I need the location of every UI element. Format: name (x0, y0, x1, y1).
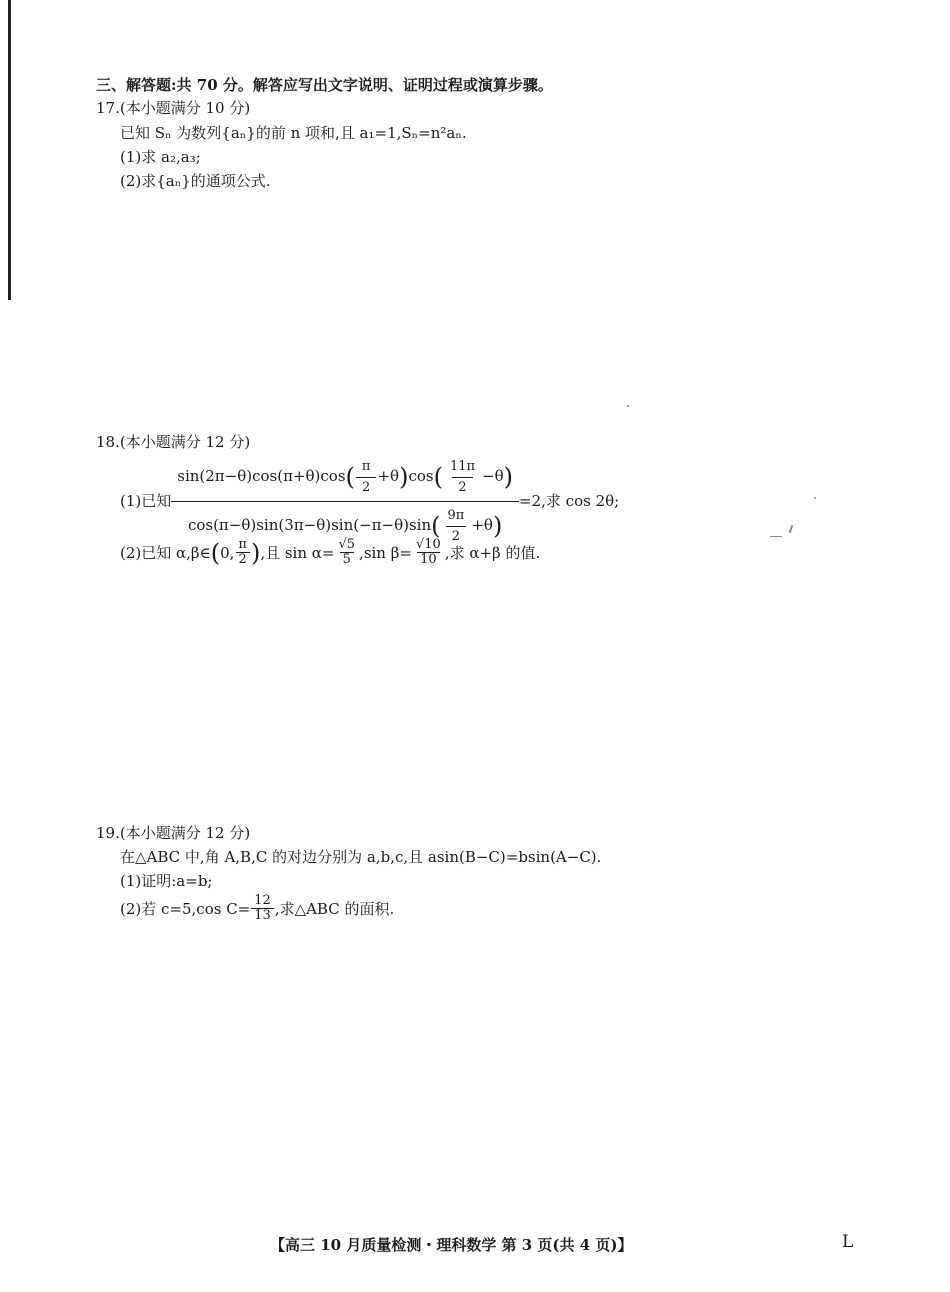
frac-num: 11π (449, 459, 476, 474)
plus-theta: +θ (377, 466, 400, 485)
paren-right: ) (503, 462, 514, 491)
frac-den: 2 (446, 526, 466, 546)
12-over-13 (251, 894, 274, 924)
paren-right: ) (492, 511, 503, 540)
sin-beta-text: ,sin β= (359, 543, 412, 562)
paren-left: ( (431, 511, 441, 540)
page-footer: 【高三 10 月质量检测・理科数学 第 3 页(共 4 页)】 (270, 1236, 633, 1254)
sqrt5-over-5 (335, 538, 358, 568)
frac-num: √10 (415, 537, 441, 552)
q18-part1-fraction (171, 452, 519, 548)
frac-num: 9π (447, 507, 465, 523)
scan-speck (627, 405, 629, 407)
frac-num: π (238, 537, 247, 552)
q19-title: 19.(本小题满分 12 分) (96, 824, 251, 842)
scan-speck (814, 497, 816, 499)
sin-alpha-text: ,且 sin α= (260, 544, 335, 563)
pi-over-2 (235, 538, 250, 568)
frac-den: 2 (236, 552, 250, 567)
q18-part2-prefix: (2)已知 α,β∈ (120, 544, 211, 563)
scan-speck (770, 536, 782, 537)
frac-den: 2 (356, 477, 376, 497)
q19-part2-suffix: ,求△ABC 的面积. (274, 900, 395, 919)
q18-part1-suffix: =2,求 cos 2θ; (519, 491, 620, 510)
q17-title: 17.(本小题满分 10 分) (96, 99, 251, 117)
minus-theta: −θ (482, 466, 504, 485)
q18-part1-numerator (171, 452, 519, 501)
paren-left: ( (345, 462, 355, 491)
paren-right: ) (399, 462, 409, 491)
corner-letter: L (842, 1232, 854, 1252)
q17-part2: (2)求{aₙ}的通项公式. (120, 172, 271, 190)
cos-text: cos (408, 466, 434, 485)
q19-stem: 在△ABC 中,角 A,B,C 的对边分别为 a,b,c,且 asin(B−C)=bsin(A−C). (120, 848, 602, 866)
q19-part2 (120, 894, 394, 924)
frac-den: 13 (251, 908, 274, 923)
q19-part1: (1)证明:a=b; (120, 872, 213, 890)
q18-part2-suffix: ,求 α+β 的值. (444, 544, 541, 563)
q18-part2 (120, 538, 540, 568)
frac-den: 2 (452, 477, 472, 497)
11pi-over-2 (444, 456, 481, 498)
q18-part1 (120, 452, 619, 548)
numerator-text: sin(2π−θ)cos(π+θ)cos (177, 466, 346, 485)
interval-left: 0, (220, 543, 235, 562)
scan-speck (789, 525, 794, 533)
paren-left: ( (433, 462, 443, 491)
frac-num: 12 (254, 893, 271, 908)
frac-den: 5 (340, 552, 354, 567)
q19-part2-prefix: (2)若 c=5,cos C= (120, 900, 251, 919)
frac-den: 10 (417, 552, 440, 567)
q18-part1-prefix: (1)已知 (120, 491, 172, 510)
section-header: 三、解答题:共 70 分。解答应写出文字说明、证明过程或演算步骤。 (96, 76, 553, 94)
denominator-text: cos(π−θ)sin(3π−θ)sin(−π−θ)sin (187, 515, 432, 534)
q17-stem: 已知 Sₙ 为数列{aₙ}的前 n 项和,且 a₁=1,Sₙ=n²aₙ. (120, 124, 467, 142)
sqrt10-over-10 (413, 538, 444, 568)
frac-num: √5 (338, 537, 356, 552)
paren-left: ( (210, 538, 221, 567)
paren-right: ) (250, 538, 261, 567)
pi-over-2 (356, 456, 377, 498)
q17-part1: (1)求 a₂,a₃; (120, 148, 201, 166)
q18-title: 18.(本小题满分 12 分) (96, 433, 251, 451)
plus-theta: +θ (471, 515, 493, 534)
scan-edge-line (8, 0, 11, 300)
frac-num: π (361, 459, 371, 474)
